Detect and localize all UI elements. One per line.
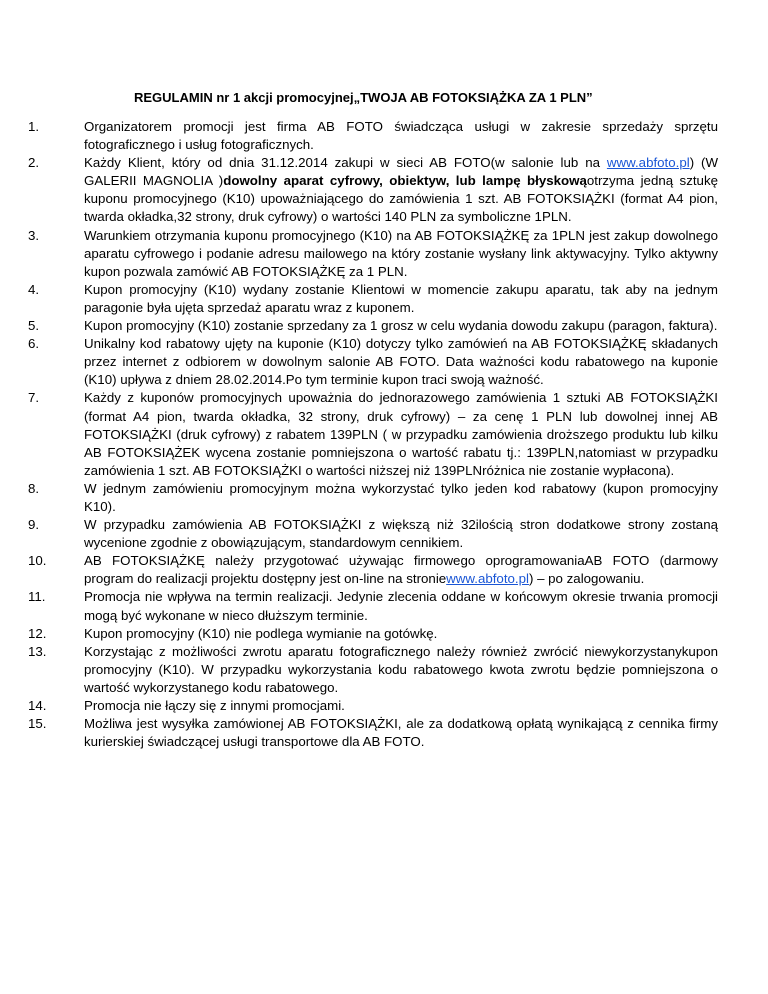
- website-link[interactable]: www.abfoto.pl: [606, 155, 690, 171]
- rule-number: 3.: [28, 227, 40, 243]
- rule-number: 12.: [28, 625, 47, 641]
- rule-number: 9.: [28, 517, 40, 533]
- rule-text: Warunkiem otrzymania kuponu promocyjnego (K10) na AB FOTOKSIĄŻKĘ za 1PLN jest zakup dowolnego aparatu cyfrowego i podanie adresu mailowego na który zostanie wysłany link aktywacyjny. Tylko aktywny kupon pozwala zamówić AB FOTOKSIĄŻKĘ za 1 PLN.: [84, 227, 718, 279]
- rule-text: W przypadku zamówienia AB FOTOKSIĄŻKI z większą niż 32ilością stron dodatkowe strony zostaną wycenione zgodnie z obowiązującym, standardowym cennikiem.: [84, 517, 718, 551]
- rule-item-5: [28, 317, 718, 335]
- rule-number: 5.: [28, 318, 40, 334]
- rule-text: Kupon promocyjny (K10) zostanie sprzedany za 1 grosz w celu wydania dowodu zakupu (paragon, faktura).: [84, 318, 718, 334]
- rule-item-1: [28, 118, 718, 154]
- rule-number: 15.: [28, 716, 47, 732]
- rule-number: 2.: [28, 155, 40, 171]
- rule-item-4: [28, 281, 718, 317]
- rule-text: Kupon promocyjny (K10) nie podlega wymianie na gotówkę.: [84, 625, 438, 641]
- rule-text: Organizatorem promocji jest firma AB FOTO świadcząca usługi w zakresie sprzedaży sprzętu fotograficznego i usług fotograficznych.: [84, 119, 718, 153]
- rule-item-9: [28, 516, 718, 552]
- rule-item-6: [28, 335, 718, 389]
- rule-text: Każdy z kuponów promocyjnych upoważnia do jednorazowego zamówienia 1 sztuki AB FOTOKSIĄŻKI (format A4 pion, twarda okładka, 32 strony, druk cyfrowy) – za cenę 1 PLN lub dowolnej innej AB FOTOKSIĄŻKI (druk cyfrowy) z rabatem 139PLN ( w przypadku zamówienia droższego produktu lub kilku AB FOTOKSIĄŻEK wycena zostanie pomniejszona o wartość rabatu tj.: 139PLN,natomiast w przypadku zamówienia 1 szt. AB FOTOKSIĄŻKI o wartości niższej niż 139PLNróżnica nie zostanie wypłacona).: [84, 390, 718, 478]
- rule-number: 13.: [28, 643, 47, 659]
- rule-text: otrzyma jedną sztukę kuponu promocyjnego (K10) upoważniającego do zamówienia 1 szt. AB FOTOKSIĄŻKI (format A4 pion, twarda okładka,32 strony, druk cyfrowy) o wartości 140 PLN za symboliczne 1PLN.: [84, 173, 718, 225]
- rule-number: 11.: [28, 589, 46, 605]
- rule-item-8: [28, 480, 718, 516]
- rule-text: Każdy Klient, który od dnia 31.12.2014 zakupi w sieci AB FOTO(w salonie lub na: [84, 155, 607, 171]
- rule-item-3: [28, 227, 718, 281]
- rule-item-10: [28, 552, 718, 588]
- rule-number: 14.: [28, 698, 47, 713]
- rule-item-15: [28, 715, 718, 751]
- rule-text: Promocja nie wpływa na termin realizacji. Jedynie zlecenia oddane w końcowym okresie trwania promocji mogą być wykonane w nieco dłuższym terminie.: [84, 589, 718, 623]
- rule-text: W jednym zamówieniu promocyjnym można wykorzystać tylko jeden kod rabatowy (kupon promocyjny K10).: [84, 480, 718, 514]
- rule-item-11: [28, 588, 718, 624]
- rule-text: Możliwa jest wysyłka zamówionej AB FOTOKSIĄŻKI, ale za dodatkową opłatą wynikającą z cennika firmy kurierskiej świadczącej usługi transportowe dla AB FOTO.: [84, 716, 718, 750]
- rule-item-2: [28, 154, 718, 226]
- rule-text: Unikalny kod rabatowy ujęty na kuponie (K10) dotyczy tylko zamówień na AB FOTOKSIĄŻKĘ składanych przez internet z odbiorem w dowolnym salonie AB FOTO. Data ważności kodu rabatowego na kuponie (K10) upływa z dniem 28.02.2014.Po tym terminie kupon traci swoją ważność.: [84, 336, 718, 388]
- document-title: REGULAMIN nr 1 akcji promocyjnej„TWOJA AB FOTOKSIĄŻKA ZA 1 PLN”: [134, 90, 593, 105]
- rule-text: ) (W GALERII MAGNOLIA ): [84, 155, 718, 189]
- rule-text: Korzystając z możliwości zwrotu aparatu fotograficznego należy również zwrócić niewykorzystanykupon promocyjny (K10). W przypadku wykorzystania kodu rabatowego kwota zwrotu będzie pomniejszona o wartość wykorzystanego kodu rabatowego.: [84, 643, 718, 695]
- rule-text: ) – po zalogowaniu.: [528, 571, 645, 587]
- rule-text: Kupon promocyjny (K10) wydany zostanie Klientowi w momencie zakupu aparatu, tak aby na jednym paragonie była ujęta sprzedaż aparatu wraz z kuponem.: [84, 281, 718, 315]
- rule-text-bold: dowolny aparat cyfrowy, obiektyw, lub lampę błyskową: [223, 173, 587, 189]
- rules-list: [28, 118, 718, 751]
- rule-item-14: [28, 697, 718, 715]
- rule-number: 7.: [28, 390, 40, 406]
- rule-number: 10.: [28, 553, 47, 569]
- rule-item-7: [28, 389, 718, 479]
- rule-number: 8.: [28, 480, 40, 496]
- rule-item-13: [28, 643, 718, 697]
- website-link[interactable]: www.abfoto.pl: [446, 571, 529, 587]
- rule-number: 6.: [28, 336, 40, 352]
- rule-number: 1.: [28, 119, 40, 134]
- rule-number: 4.: [28, 281, 40, 297]
- rule-text: Promocja nie łączy się z innymi promocjami.: [84, 698, 345, 713]
- rule-item-12: [28, 625, 718, 643]
- rule-text: AB FOTOKSIĄŻKĘ należy przygotować używając firmowego oprogramowaniaAB FOTO (darmowy program do realizacji projektu dostępny jest on-line na stronie: [84, 553, 718, 587]
